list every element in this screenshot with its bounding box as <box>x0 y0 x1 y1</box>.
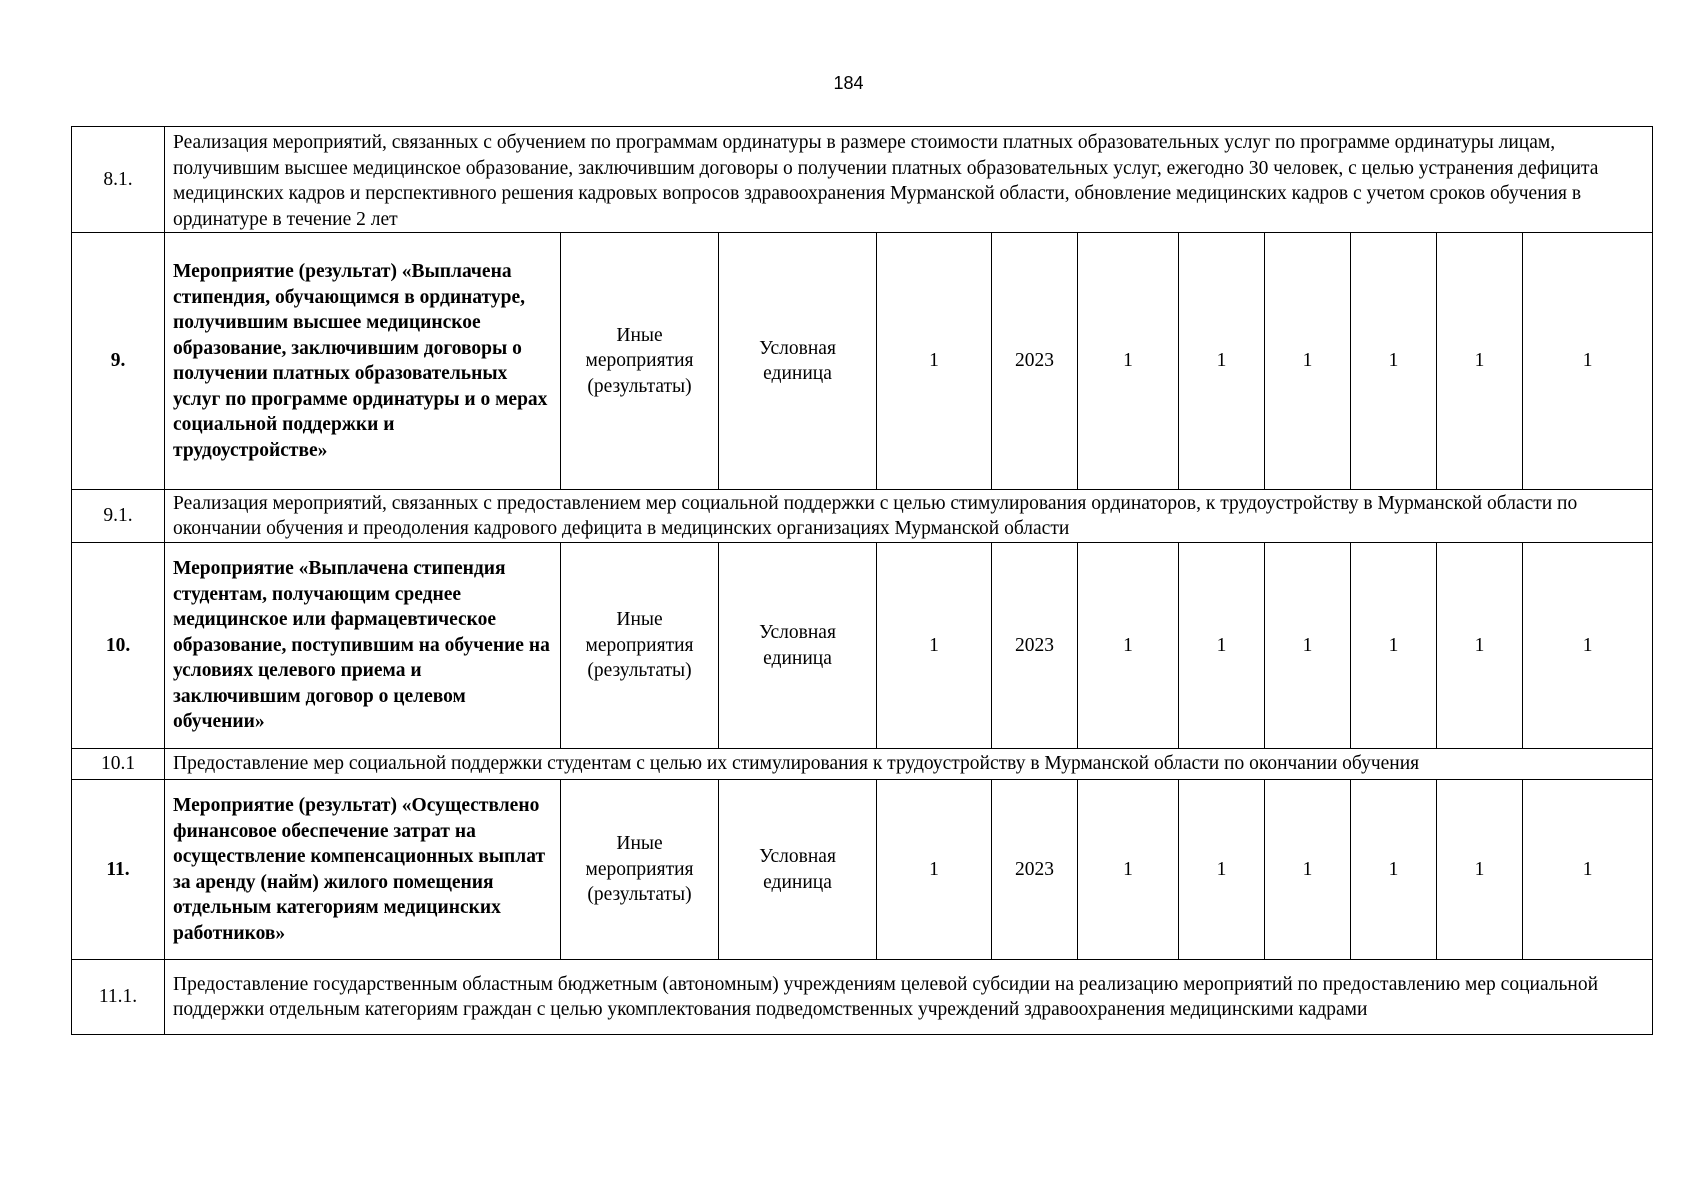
measures-table <box>71 126 1653 1035</box>
page-number: 184 <box>833 73 864 93</box>
year-value: 1 <box>1265 543 1351 749</box>
row-number: 11. <box>72 780 165 960</box>
year-value: 1 <box>1437 233 1523 490</box>
table-row-measure <box>72 543 1653 749</box>
table-row-description <box>72 960 1653 1035</box>
table-row-description <box>72 127 1653 233</box>
base-year: 2023 <box>992 543 1078 749</box>
year-value: 1 <box>1078 543 1179 749</box>
year-value: 1 <box>1351 543 1437 749</box>
year-value: 1 <box>1265 233 1351 490</box>
measure-type: Иные мероприятия (результаты) <box>561 780 719 960</box>
year-value: 1 <box>1523 543 1653 749</box>
row-number: 8.1. <box>72 127 165 233</box>
row-number: 10.1 <box>72 749 165 780</box>
year-value: 1 <box>1351 233 1437 490</box>
measure-type: Иные мероприятия (результаты) <box>561 543 719 749</box>
measure-title: Мероприятие (результат) «Выплачена стипендия, обучающимся в ординатуре, получившим высшее медицинское образование, заключившим договоры о получении платных образовательных услуг по программе ординатуры и о мерах социальной поддержки и трудоустройстве» <box>165 233 561 490</box>
base-year: 2023 <box>992 780 1078 960</box>
row-number: 9. <box>72 233 165 490</box>
measure-type: Иные мероприятия (результаты) <box>561 233 719 490</box>
measure-unit: Условная единица <box>719 543 877 749</box>
row-number: 11.1. <box>72 960 165 1035</box>
row-number: 9.1. <box>72 490 165 543</box>
year-value: 1 <box>1351 780 1437 960</box>
year-value: 1 <box>1437 543 1523 749</box>
measure-title: Мероприятие «Выплачена стипендия студентам, получающим среднее медицинское или фармацевтическое образование, поступившим на обучение на условиях целевого приема и заключившим договор о целевом обучении» <box>165 543 561 749</box>
year-value: 1 <box>1078 780 1179 960</box>
row-description: Предоставление мер социальной поддержки студентам с целью их стимулирования к трудоустройству в Мурманской области по окончании обучения <box>165 749 1653 780</box>
base-value: 1 <box>877 233 992 490</box>
table-row-description <box>72 490 1653 543</box>
measure-unit: Условная единица <box>719 233 877 490</box>
year-value: 1 <box>1523 233 1653 490</box>
table-row-measure <box>72 780 1653 960</box>
row-description: Реализация мероприятий, связанных с обучением по программам ординатуры в размере стоимости платных образовательных услуг по программе ординатуры лицам, получившим высшее медицинское образование, заключившим договоры о получении платных образовательных услуг, ежегодно 30 человек, с целью устранения дефицита медицинских кадров и перспективного решения кадровых вопросов здравоохранения Мурманской области, обновление медицинских кадров с учетом сроков обучения в ординатуре в течение 2 лет <box>165 127 1653 233</box>
year-value: 1 <box>1179 233 1265 490</box>
year-value: 1 <box>1179 543 1265 749</box>
base-value: 1 <box>877 543 992 749</box>
row-description: Реализация мероприятий, связанных с предоставлением мер социальной поддержки с целью стимулирования ординаторов, к трудоустройству в Мурманской области по окончании обучения и преодоления кадрового дефицита в медицинских организациях Мурманской области <box>165 490 1653 543</box>
row-number: 10. <box>72 543 165 749</box>
year-value: 1 <box>1078 233 1179 490</box>
base-year: 2023 <box>992 233 1078 490</box>
year-value: 1 <box>1265 780 1351 960</box>
table-row-measure <box>72 233 1653 490</box>
year-value: 1 <box>1179 780 1265 960</box>
row-description: Предоставление государственным областным бюджетным (автономным) учреждениям целевой субсидии на реализацию мероприятий по предоставлению мер социальной поддержки отдельным категориям граждан с целью укомплектования подведомственных учреждений здравоохранения медицинскими кадрами <box>165 960 1653 1035</box>
measure-title: Мероприятие (результат) «Осуществлено финансовое обеспечение затрат на осуществление компенсационных выплат за аренду (найм) жилого помещения отдельным категориям медицинских работников» <box>165 780 561 960</box>
year-value: 1 <box>1437 780 1523 960</box>
measure-unit: Условная единица <box>719 780 877 960</box>
table-row-description <box>72 749 1653 780</box>
base-value: 1 <box>877 780 992 960</box>
year-value: 1 <box>1523 780 1653 960</box>
